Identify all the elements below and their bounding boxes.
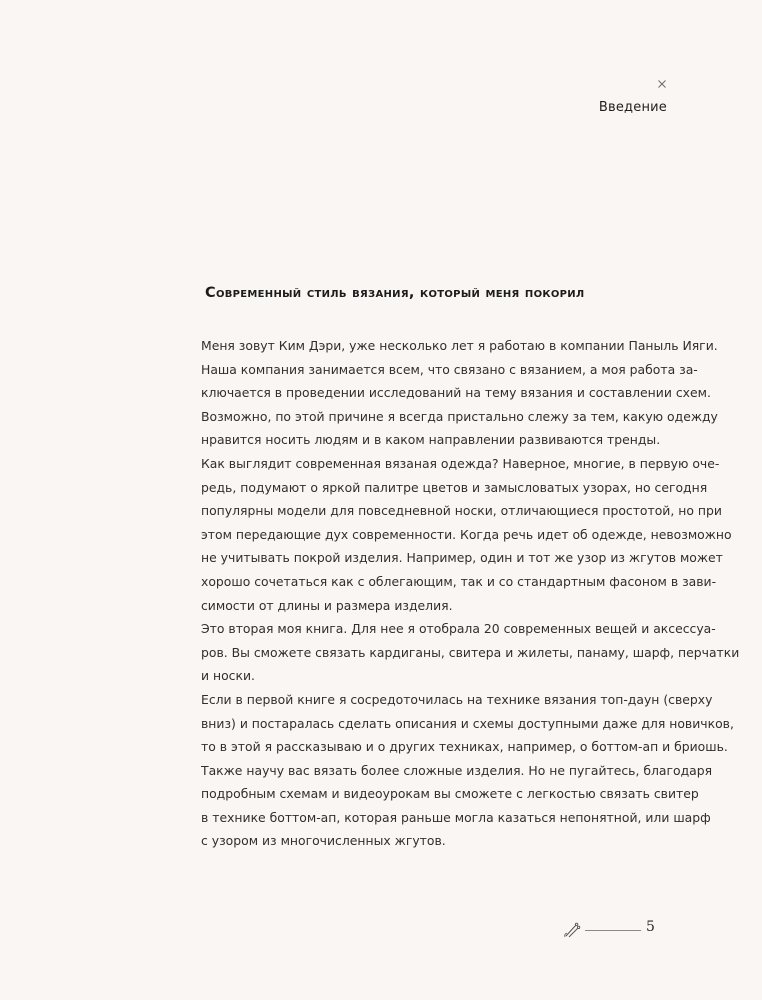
body-line: Как выглядит современная вязаная одежда? Наверное, многие, в первую оче- [201, 455, 720, 471]
section-label: Введение [598, 100, 667, 115]
body-line: с узором из многочисленных жгутов. [201, 833, 446, 849]
page-footer [563, 919, 673, 943]
body-line: и носки. [201, 668, 255, 684]
body-line: хорошо сочетаться как с облегающим, так и со стандартным фасоном в зави- [201, 573, 717, 589]
cross-ornament-icon [657, 79, 667, 89]
body-line: ключается в проведении исследований на тему вязания и составлении схем. [201, 385, 711, 401]
body-line: ров. Вы сможете связать кардиганы, свитера и жилеты, панаму, шарф, перчатки [201, 644, 740, 660]
footer-rule [585, 930, 641, 931]
body-line: Это вторая моя книга. Для нее я отобрала 20 современных вещей и аксессуа- [201, 621, 716, 637]
body-line: Возможно, по этой причине я всегда пристально слежу за тем, какую одежду [201, 408, 718, 424]
body-line: редь, подумают о яркой палитре цветов и замысловатых узорах, но сегодня [201, 479, 708, 495]
body-line: Также научу вас вязать более сложные изделия. Но не пугайтесь, благодаря [201, 762, 713, 778]
chapter-heading-text: Современный стиль вязания, который меня покорил [205, 285, 585, 301]
body-line: в технике боттом-ап, которая раньше могла казаться непонятной, или шарф [201, 809, 711, 825]
body-line: Наша компания занимается всем, что связано с вязанием, а моя работа за- [201, 361, 698, 377]
body-line: то в этой я рассказываю и о других техниках, например, о боттом-ап и бриошь. [201, 739, 728, 755]
body-line: не учитывать покрой изделия. Например, один и тот же узор из жгутов может [201, 550, 723, 566]
body-text [201, 334, 740, 853]
body-line: вниз) и постаралась сделать описания и схемы доступными даже для новичков, [201, 715, 734, 731]
body-line: этом передающие дух современности. Когда речь идет об одежде, невозможно [201, 526, 732, 542]
chapter-heading [205, 285, 670, 301]
body-line: популярны модели для повседневной носки, отличающиеся простотой, но при [201, 503, 722, 519]
body-line: нравится носить людям и в каком направлении развиваются тренды. [201, 432, 661, 448]
body-line: Меня зовут Ким Дэри, уже несколько лет я работаю в компании Паныль Ияги. [201, 338, 718, 353]
page-number: 5 [646, 919, 655, 935]
body-line: симости от длины и размера изделия. [201, 597, 453, 613]
body-line: Если в первой книге я сосредоточилась на технике вязания топ-даун (сверху [201, 691, 713, 707]
knitting-needles-icon [563, 921, 581, 939]
body-line: подробным схемам и видеоурокам вы сможете с легкостью связать свитер [201, 786, 699, 802]
